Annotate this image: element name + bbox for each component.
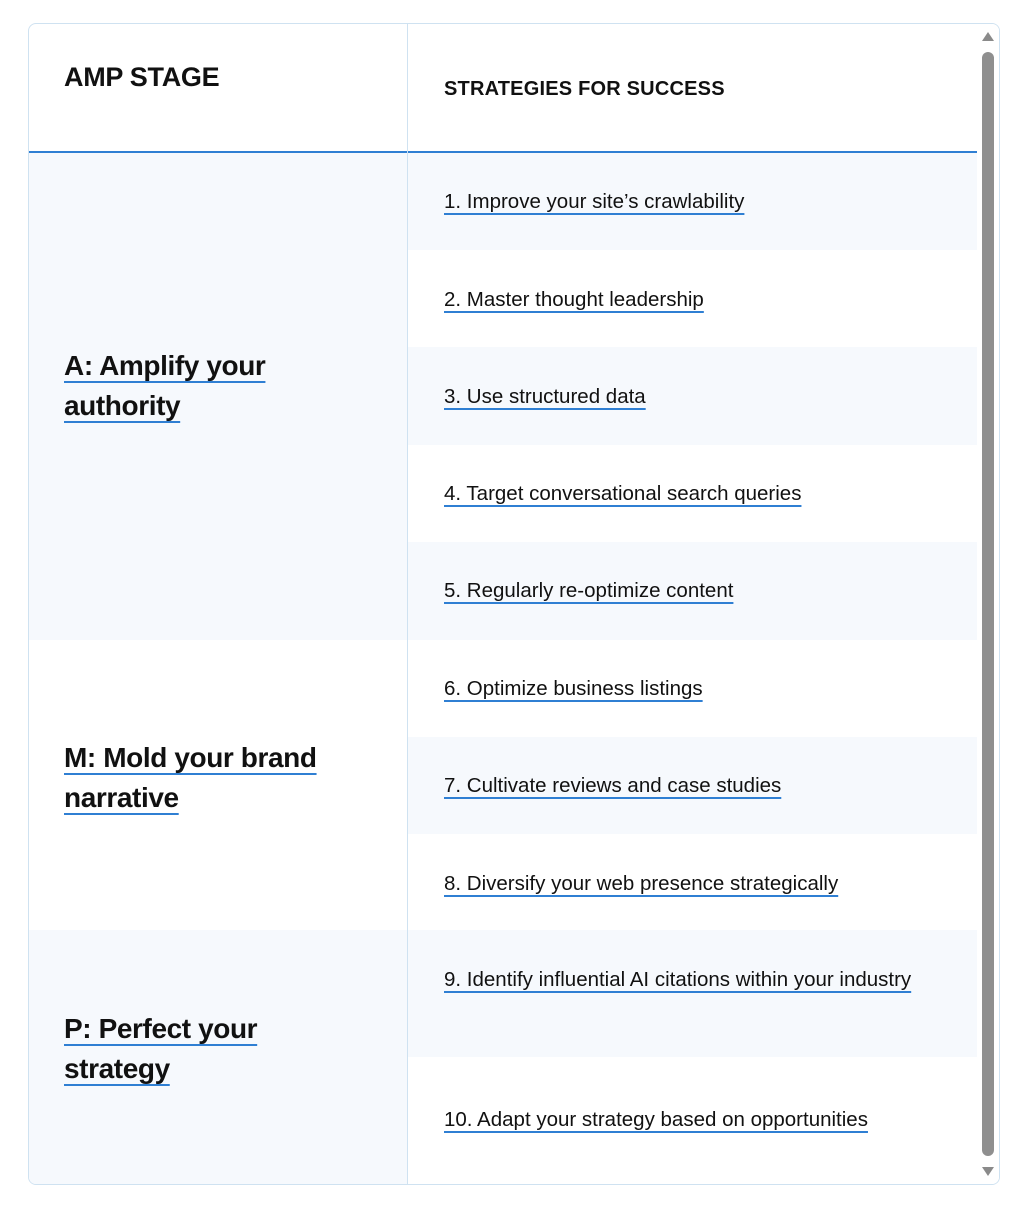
scrollbar-thumb[interactable] [982, 52, 994, 1156]
table-row [408, 250, 977, 347]
strategy-link-6[interactable]: 6. Optimize business listings [444, 677, 703, 700]
strategy-link-7[interactable]: 7. Cultivate reviews and case studies [444, 774, 782, 797]
vertical-scrollbar[interactable] [977, 24, 999, 1184]
table-row [408, 834, 977, 930]
strategy-link-5[interactable]: 5. Regularly re-optimize content [444, 579, 734, 602]
strategy-link-10[interactable]: 10. Adapt your strategy based on opportunities [444, 1108, 868, 1131]
table-row [408, 1057, 977, 1185]
stage-link-m[interactable]: M: Mold your brand narrative [64, 742, 317, 813]
table-row [408, 737, 977, 834]
table-row [408, 153, 977, 250]
stage-link-p[interactable]: P: Perfect your strategy [64, 1013, 258, 1084]
table-row [408, 445, 977, 542]
stage-block-a [29, 153, 407, 640]
strategy-link-3[interactable]: 3. Use structured data [444, 385, 646, 408]
strategy-link-4[interactable]: 4. Target conversational search queries [444, 482, 802, 505]
table-row [408, 640, 977, 737]
table-row [408, 347, 977, 445]
strategy-link-1[interactable]: 1. Improve your site’s crawlability [444, 190, 745, 213]
stage-block-p [29, 930, 407, 1185]
table-row [408, 542, 977, 640]
header-amp-stage: AMP STAGE [64, 62, 220, 92]
scroll-up-arrow-icon[interactable] [982, 32, 994, 41]
table-header-row [29, 24, 977, 153]
scroll-down-arrow-icon[interactable] [982, 1167, 994, 1176]
stage-block-m [29, 640, 407, 930]
table-row [408, 930, 977, 1057]
strategy-link-2[interactable]: 2. Master thought leadership [444, 288, 704, 311]
strategy-link-9[interactable]: 9. Identify influential AI citations within your industry [444, 968, 912, 991]
amp-strategy-table [28, 23, 1000, 1185]
header-strategies: STRATEGIES FOR SUCCESS [444, 78, 725, 100]
strategy-link-8[interactable]: 8. Diversify your web presence strategically [444, 872, 839, 895]
stage-link-a[interactable]: A: Amplify your authority [64, 350, 266, 421]
